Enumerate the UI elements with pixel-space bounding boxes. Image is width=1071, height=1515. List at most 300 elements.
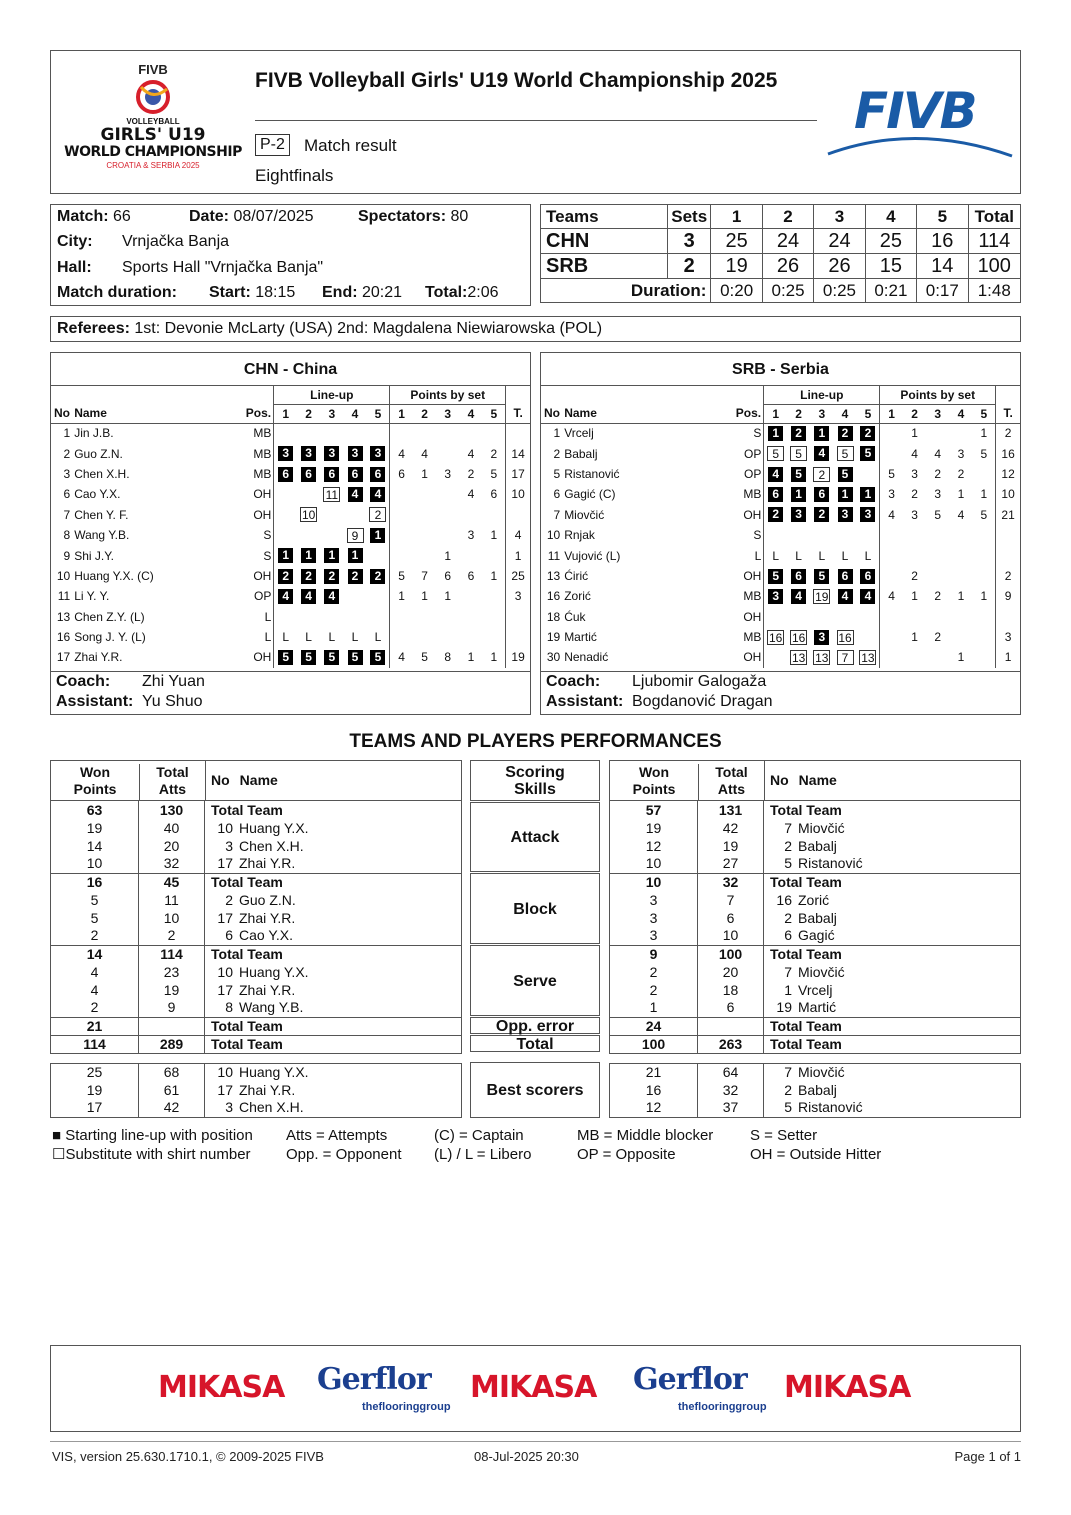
match-end: End: 20:21: [322, 284, 403, 301]
perf-row: [610, 981, 1021, 999]
perf-player-no: 8: [225, 999, 233, 1016]
set-points: [973, 627, 996, 647]
perf-won: 4: [51, 963, 139, 981]
perf-col-no: No: [770, 772, 789, 788]
perf-player: [764, 909, 1021, 927]
lineup-cell: [343, 505, 366, 525]
lineup-cell: [833, 505, 856, 525]
libero-mark: L: [328, 630, 336, 645]
score-h-teams: Teams: [541, 205, 668, 229]
perf-atts: [698, 1017, 764, 1035]
set-points: 1: [911, 589, 918, 604]
lineup-subheader-row: [51, 404, 530, 423]
player-row: [51, 586, 530, 606]
event-logo-wc: WORLD CHAMPIONSHIP: [64, 144, 242, 160]
perf-table: [609, 801, 1021, 1054]
best-player-no: 10: [217, 1063, 233, 1080]
set-points: [483, 423, 506, 443]
player-no: 1: [63, 426, 71, 441]
set-points: [436, 607, 459, 627]
set-points: 1: [421, 466, 428, 481]
set-points: [926, 423, 949, 443]
set-points: 4: [398, 446, 405, 461]
best-player-name: Huang Y.X.: [239, 1063, 309, 1080]
starting-position: 3: [370, 446, 385, 461]
score-set: 24: [762, 229, 813, 254]
lineup-cell: [343, 423, 366, 443]
perf-won: 9: [610, 945, 698, 963]
perf-player-name: Vrcelj: [798, 981, 833, 998]
starting-position: 2: [814, 507, 829, 522]
assistant-label: Assistant:: [546, 693, 624, 710]
set-points: [926, 647, 949, 667]
event-logo-girls: GIRLS' U19: [100, 125, 206, 145]
perf-player: [764, 945, 1021, 963]
starting-position: 2: [278, 569, 293, 584]
player-pos: L: [264, 630, 272, 645]
set-points: [390, 545, 413, 565]
player-total: [996, 545, 1020, 565]
set-points: 4: [888, 589, 895, 604]
sponsor-mikasa: MIKASA: [158, 1370, 285, 1405]
perf-atts: 18: [698, 981, 764, 999]
lineup-cell: [810, 607, 833, 627]
lineup-cell: [787, 627, 810, 647]
player-name: Ristanović: [564, 466, 620, 481]
lineup-cell: [367, 566, 390, 586]
perf-player-name: Total Team: [211, 1035, 283, 1052]
best-scorers-table: [609, 1063, 1021, 1118]
perf-player-no: 17: [217, 855, 233, 872]
skill-label: Opp. error: [470, 1017, 600, 1034]
perf-row: [610, 873, 1021, 891]
starting-position: 1: [324, 548, 339, 563]
perf-atts: 32: [698, 873, 764, 891]
coach-divider: [50, 671, 531, 672]
event-logo-fivb: FIVB: [138, 62, 168, 77]
perf-atts: 289: [139, 1035, 205, 1053]
col-set: 4: [949, 404, 972, 423]
perf-atts: 2: [139, 927, 205, 945]
set-points: [390, 627, 413, 647]
player-no: 3: [63, 466, 71, 481]
set-points: [880, 525, 903, 545]
perf-chn: [50, 760, 462, 1118]
set-points: [973, 545, 996, 565]
lineup-cell: [274, 607, 297, 627]
set-points: 2: [911, 487, 918, 502]
perf-player-name: Miovčić: [798, 819, 845, 836]
starting-position: 5: [278, 650, 293, 665]
score-set: 26: [814, 254, 865, 279]
lineup-cell: [787, 545, 810, 565]
set-points: [459, 627, 482, 647]
lineup-cell: [787, 423, 810, 443]
lineup-cell: [833, 586, 856, 606]
set-points: [436, 505, 459, 525]
player-no: 9: [63, 548, 71, 563]
team-srb-panel: [541, 353, 1020, 710]
perf-player-no: 3: [225, 837, 233, 854]
col-set: 5: [367, 404, 390, 423]
legend-item: OP = Opposite: [577, 1146, 676, 1163]
player-pos: OP: [254, 589, 272, 604]
set-points: [390, 505, 413, 525]
perf-player: [205, 837, 462, 855]
col-name: Name: [74, 404, 245, 423]
lineup-cell: [343, 525, 366, 545]
lineup-cell: [297, 423, 320, 443]
substitute-number: 13: [791, 651, 806, 666]
player-pos: OH: [743, 650, 762, 665]
perf-player-name: Huang Y.X.: [239, 963, 309, 980]
set-points: [436, 443, 459, 463]
set-points: [903, 647, 926, 667]
perf-player-name: Total Team: [770, 1035, 842, 1052]
lineup-cell: [857, 607, 880, 627]
lineup-cell: [320, 505, 343, 525]
player-row: [51, 566, 530, 586]
match-duration: Match duration:: [57, 284, 177, 301]
col-set: 5: [973, 404, 996, 423]
lineup-cell: [320, 586, 343, 606]
starting-position: 5: [768, 569, 783, 584]
lineup-cell: [343, 566, 366, 586]
starting-position: 2: [860, 426, 875, 441]
set-points: 3: [888, 487, 895, 502]
lineup-cell: [857, 443, 880, 463]
substitute-number: 13: [861, 651, 875, 666]
libero-mark: L: [351, 630, 359, 645]
player-name: Vrcelj: [564, 426, 594, 441]
col-pos: Pos.: [246, 404, 274, 423]
starting-position: 6: [370, 467, 385, 482]
player-name: Babalj: [564, 446, 598, 461]
lineup-table: [541, 386, 1020, 668]
set-points: [973, 566, 996, 586]
starting-position: 5: [860, 446, 875, 461]
player-row: [51, 545, 530, 565]
perf-row: [610, 909, 1021, 927]
set-points: 4: [911, 446, 918, 461]
player-total: 19: [511, 650, 525, 665]
perf-player-no: 7: [784, 963, 792, 980]
perf-player-no: 6: [784, 927, 792, 944]
set-points: [903, 525, 926, 545]
perf-atts: 11: [139, 891, 205, 909]
lineup-cell: [297, 505, 320, 525]
best-row: [610, 1081, 1021, 1099]
player-total: 16: [1001, 446, 1015, 461]
perf-player-name: Martić: [798, 999, 837, 1016]
score-sets: 3: [668, 229, 711, 254]
player-row: [51, 627, 530, 647]
volleyball-icon: [133, 77, 173, 117]
score-h-1: 1: [711, 205, 762, 229]
player-total: 9: [1004, 589, 1012, 604]
starting-position: 1: [370, 528, 385, 543]
set-points: 1: [957, 487, 965, 502]
set-points: [880, 443, 903, 463]
perf-player: [205, 999, 462, 1017]
perf-row: [610, 855, 1021, 873]
perf-row: [51, 1017, 462, 1035]
lineup-cell: [857, 566, 880, 586]
perf-player-name: Huang Y.X.: [239, 819, 309, 836]
player-no: 30: [546, 650, 561, 665]
lineup-cell: [787, 607, 810, 627]
lineup-cell: [810, 484, 833, 504]
player-no: 8: [63, 528, 71, 543]
set-points: 2: [957, 466, 965, 481]
perf-player-no: 2: [784, 909, 792, 926]
score-set: 25: [865, 229, 916, 254]
lineup-cell: [320, 464, 343, 484]
lineup-cell: [367, 647, 390, 667]
perf-player: [205, 819, 462, 837]
set-points: [413, 484, 436, 504]
perf-row: [51, 981, 462, 999]
score-duration-label: Duration:: [541, 279, 711, 303]
perf-player-name: Zhai Y.R.: [239, 855, 296, 872]
player-pos: MB: [253, 446, 272, 461]
perf-col-won: Won Points: [73, 764, 117, 797]
perf-row: [51, 855, 462, 873]
perf-row: [51, 1035, 462, 1053]
best-won: 21: [610, 1063, 698, 1081]
set-points: [390, 607, 413, 627]
set-points: [973, 607, 996, 627]
player-pos: OH: [253, 487, 272, 502]
perf-won: 3: [610, 927, 698, 945]
set-points: [459, 586, 482, 606]
lineup-cell: [810, 586, 833, 606]
set-points: [483, 545, 506, 565]
skill-label: Serve: [470, 945, 600, 1016]
player-total: 17: [511, 466, 525, 481]
player-name: Chen X.H.: [74, 466, 130, 481]
player-name: Chen Z.Y. (L): [74, 609, 145, 624]
player-total: 14: [511, 446, 525, 461]
lineup-cell: [297, 586, 320, 606]
starting-position: 4: [860, 589, 875, 604]
referees: Referees: 1st: Devonie McLarty (USA) 2nd: Magdalena Niewiarowska (POL): [57, 320, 603, 337]
perf-atts: 10: [139, 909, 205, 927]
col-set: 4: [343, 404, 366, 423]
player-name: Nenadić: [564, 650, 609, 665]
player-name: Ćuk: [564, 609, 586, 624]
score-total: 100: [968, 254, 1020, 279]
lineup-cell: [367, 423, 390, 443]
fivb-swoosh-icon: [826, 82, 1016, 162]
player-pos: OH: [743, 609, 762, 624]
perf-atts: 263: [698, 1035, 764, 1053]
player-no: 10: [546, 528, 561, 543]
set-points: [436, 484, 459, 504]
set-points: 1: [444, 589, 452, 604]
title-divider: [255, 120, 817, 121]
starting-position: 1: [278, 548, 293, 563]
perf-won: 1: [610, 999, 698, 1017]
set-points: [903, 545, 926, 565]
starting-position: 1: [814, 426, 829, 441]
set-points: 1: [973, 484, 996, 504]
set-points: [926, 607, 949, 627]
perf-player-name: Total Team: [211, 873, 283, 890]
lineup-cell: [810, 423, 833, 443]
perf-row: [610, 819, 1021, 837]
legend-item: MB = Middle blocker: [577, 1127, 714, 1144]
lineup-cell: [320, 545, 343, 565]
set-points: 1: [483, 525, 506, 545]
legend-item: (L) / L = Libero: [434, 1146, 532, 1163]
set-points: [413, 627, 436, 647]
col-set: 5: [857, 404, 880, 423]
set-points: 6: [398, 466, 405, 481]
perf-player: [205, 909, 462, 927]
player-pos: MB: [743, 487, 762, 502]
lineup-cell: [764, 627, 787, 647]
perf-atts: 45: [139, 873, 205, 891]
perf-player: [764, 891, 1021, 909]
player-pos: L: [264, 609, 272, 624]
starting-position: 3: [768, 589, 783, 604]
perf-player-name: Cao Y.X.: [239, 927, 293, 944]
lineup-cell: [833, 464, 856, 484]
player-name: Ćirić: [564, 568, 589, 583]
set-points: [880, 545, 903, 565]
substitute-number: 16: [838, 630, 852, 645]
set-points: [459, 423, 482, 443]
best-player: [205, 1081, 462, 1099]
set-points: 5: [973, 505, 996, 525]
perf-atts: 130: [139, 801, 205, 819]
col-set: 5: [483, 404, 506, 423]
best-atts: 42: [139, 1099, 205, 1117]
player-row: [541, 423, 1020, 443]
lineup-cell: [343, 627, 366, 647]
player-name: Shi J.Y.: [74, 548, 114, 563]
player-no: 16: [546, 589, 561, 604]
col-set: 3: [926, 404, 949, 423]
col-set: 4: [459, 404, 482, 423]
set-points: [926, 525, 949, 545]
lineup-cell: [833, 525, 856, 545]
set-points: 1: [444, 548, 452, 563]
set-points: [926, 545, 949, 565]
score-h-3: 3: [814, 205, 865, 229]
set-points: [949, 545, 972, 565]
best-player: [764, 1099, 1021, 1117]
best-won: 19: [51, 1081, 139, 1099]
lineup-cell: [787, 484, 810, 504]
starting-position: 4: [838, 589, 853, 604]
best-player: [764, 1063, 1021, 1081]
lineup-cell: [810, 627, 833, 647]
player-total: [506, 423, 530, 443]
lineup-cell: [297, 566, 320, 586]
lineup-cell: [343, 464, 366, 484]
set-points: [483, 627, 506, 647]
match-hall-value: Sports Hall "Vrnjačka Banja": [122, 259, 324, 276]
perf-table: [50, 801, 462, 1054]
score-total: 114: [968, 229, 1020, 254]
perf-won: 24: [610, 1017, 698, 1035]
perf-won: 16: [51, 873, 139, 891]
starting-position: 5: [370, 650, 385, 665]
player-total: 3: [514, 589, 522, 604]
lineup-cell: [343, 484, 366, 504]
perf-player: [205, 1035, 462, 1053]
perf-player: [764, 819, 1021, 837]
perf-row: [51, 927, 462, 945]
perf-row: [51, 837, 462, 855]
sponsor-gerflor: Gerflor: [633, 1362, 747, 1397]
lineup-cell: [857, 423, 880, 443]
col-set: 2: [787, 404, 810, 423]
player-name: Zorić: [564, 589, 591, 604]
score-set: 19: [711, 254, 762, 279]
best-atts: 32: [698, 1081, 764, 1099]
col-total: T.: [506, 404, 530, 423]
perf-won: 21: [51, 1017, 139, 1035]
player-pos: S: [753, 426, 762, 441]
starting-position: 3: [324, 446, 339, 461]
set-points: 3: [467, 528, 475, 543]
best-player: [764, 1081, 1021, 1099]
col-set: 1: [274, 404, 297, 423]
legend-col3: [434, 1126, 531, 1164]
page-subtitle: Match result: [304, 136, 397, 155]
page-code: P-2: [255, 134, 290, 156]
page-title: FIVB Volleyball Girls' U19 World Championship 2025: [255, 69, 778, 92]
starting-position: 1: [768, 426, 783, 441]
libero-mark: L: [818, 548, 826, 563]
player-row: [541, 464, 1020, 484]
perf-player-name: Total Team: [211, 945, 283, 962]
starting-position: 4: [278, 589, 293, 604]
perf-player-no: 6: [225, 927, 233, 944]
player-name: Huang Y.X. (C): [74, 568, 154, 583]
set-points: [949, 566, 972, 586]
player-row: [51, 443, 530, 463]
lineup-cell: [274, 525, 297, 545]
best-row: [610, 1099, 1021, 1117]
substitute-number: 13: [815, 651, 829, 666]
perf-row: [51, 909, 462, 927]
perf-row: [610, 945, 1021, 963]
substitute-number: 16: [769, 630, 783, 645]
player-name: Song J. Y. (L): [74, 630, 146, 645]
lineup-cell: [343, 443, 366, 463]
set-points: 1: [467, 650, 475, 665]
perf-atts: 7: [698, 891, 764, 909]
col-set: 4: [833, 404, 856, 423]
score-team: SRB: [541, 254, 668, 279]
player-row: [541, 607, 1020, 627]
perf-atts: 40: [139, 819, 205, 837]
sponsor-gerflor-sub: theflooringgroup: [362, 1401, 451, 1413]
set-points: 5: [421, 650, 428, 665]
starting-position: 1: [860, 487, 875, 502]
set-points: 8: [444, 650, 452, 665]
perf-row: [51, 873, 462, 891]
set-points: 2: [934, 466, 942, 481]
player-total: [506, 607, 530, 627]
set-points: 3: [957, 446, 965, 461]
lineup-cell: [320, 566, 343, 586]
player-pos: MB: [743, 630, 762, 645]
